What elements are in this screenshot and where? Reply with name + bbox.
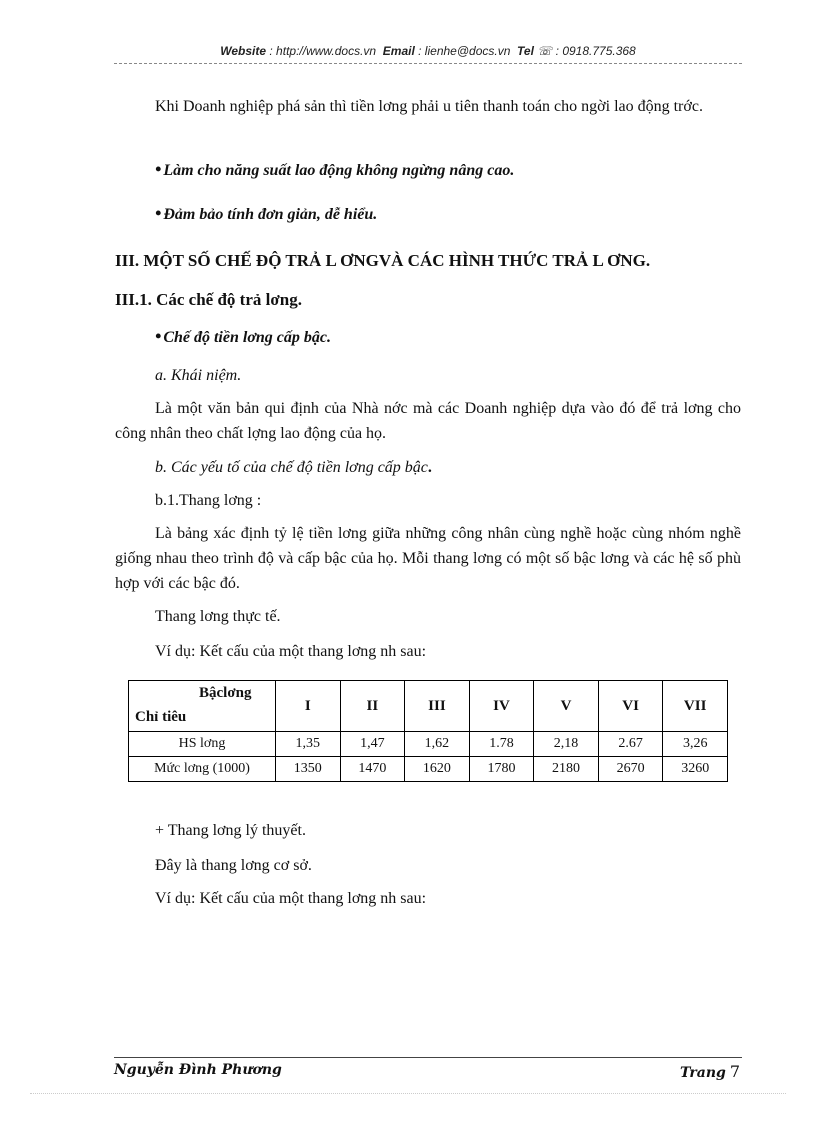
- page-header: [114, 44, 742, 58]
- grade-header: V: [534, 681, 599, 732]
- row-label: HS lơng: [129, 732, 276, 757]
- table-cell: 1350: [276, 757, 341, 782]
- table-cell: 1,47: [340, 732, 405, 757]
- page-label: Trang: [679, 1065, 726, 1081]
- table-cell: 3260: [663, 757, 728, 782]
- grade-header: VI: [598, 681, 663, 732]
- corner-bottom-label: Chỉ tiêu: [135, 709, 187, 725]
- table-cell: 1,62: [405, 732, 470, 757]
- table-cell: 1,35: [276, 732, 341, 757]
- phone-icon: ☏: [537, 44, 553, 58]
- bullet-item-3: [115, 324, 741, 350]
- row-label: Mức lơng (1000): [129, 757, 276, 782]
- table-cell: 1470: [340, 757, 405, 782]
- table-cell: 1.78: [469, 732, 534, 757]
- bullet-icon: •: [155, 159, 162, 179]
- paragraph-3: Là bảng xác định tỷ lệ tiền lơng giữa những công nhân cùng nghề hoặc cùng nhóm nghề giống nhau theo trình độ và cấp bậc của họ. Mỗi thang lơng có một số bậc lơng và các hệ số phù hợp với các bậc đó.: [115, 525, 741, 592]
- bullet-icon: •: [155, 326, 162, 346]
- table-cell: 3,26: [663, 732, 728, 757]
- grade-header: III: [405, 681, 470, 732]
- subheading-b-dot: .: [427, 459, 432, 476]
- bullet-text-1: Làm cho năng suất lao động không ngừng nâng cao.: [163, 162, 515, 179]
- paragraph-2: Là một văn bản qui định của Nhà nớc mà các Doanh nghiệp dựa vào đó để trả lơng cho công nhân theo chất lợng lao động của họ.: [115, 400, 741, 442]
- table-cell: 2180: [534, 757, 599, 782]
- grade-header: I: [276, 681, 341, 732]
- section-heading-iii-1: III.1. Các chế độ trả lơng.: [115, 290, 302, 309]
- header-divider: [114, 63, 742, 64]
- bullet-item-1: [115, 157, 741, 183]
- bullet-item-2: [115, 201, 741, 227]
- website-value: : http://www.docs.vn: [269, 44, 377, 58]
- table-cell: 2670: [598, 757, 663, 782]
- tel-value: : 0918.775.368: [555, 44, 636, 58]
- email-label: Email: [382, 44, 415, 58]
- table-header-row: [129, 681, 728, 732]
- grade-header: VII: [663, 681, 728, 732]
- email-value: : lienhe@docs.vn: [418, 44, 511, 58]
- paragraph-7: Đây là thang lơng cơ sở.: [155, 857, 312, 874]
- table-corner-cell: [129, 681, 276, 732]
- paragraph-8: Ví dụ: Kết cấu của một thang lơng nh sau:: [155, 890, 427, 907]
- corner-top-label: Bậclơng: [199, 685, 252, 701]
- footer-author: Nguyễn Đình Phương: [114, 1062, 282, 1078]
- table-row: [129, 757, 728, 782]
- bullet-text-2: Đảm bảo tính đơn giản, dễ hiểu.: [163, 206, 378, 223]
- website-label: Website: [220, 44, 267, 58]
- table-cell: 1780: [469, 757, 534, 782]
- grade-header: IV: [469, 681, 534, 732]
- subheading-b1: b.1.Thang lơng :: [155, 492, 262, 509]
- section-heading-iii: III. MỘT SỐ CHẾ ĐỘ TRẢ L ƠNGVÀ CÁC HÌNH THỨC TRẢ L ƠNG.: [115, 251, 651, 270]
- table-cell: 2.67: [598, 732, 663, 757]
- paragraph-6: + Thang lơng lý thuyết.: [155, 822, 306, 839]
- bullet-icon: •: [155, 203, 162, 223]
- wage-scale-table: [128, 680, 728, 782]
- tel-label: Tel: [517, 44, 534, 58]
- table-cell: 1620: [405, 757, 470, 782]
- subheading-b: [115, 455, 741, 480]
- grade-header: II: [340, 681, 405, 732]
- footer-divider: [114, 1057, 742, 1058]
- paragraph-1: Khi Doanh nghiệp phá sản thì tiền lơng phải u tiên thanh toán cho ngời lao động trớc.: [155, 98, 703, 115]
- footer-page: [680, 1062, 740, 1081]
- page-edge-divider: [30, 1093, 786, 1094]
- table-cell: 2,18: [534, 732, 599, 757]
- bullet-text-3: Chế độ tiền lơng cấp bậc.: [163, 329, 332, 346]
- page-number: 7: [729, 1062, 740, 1081]
- table-row: [129, 732, 728, 757]
- paragraph-5: Ví dụ: Kết cấu của một thang lơng nh sau:: [155, 643, 427, 660]
- paragraph-4: Thang lơng thực tế.: [155, 608, 281, 625]
- subheading-b-text: b. Các yếu tố của chế độ tiền lơng cấp bậc: [155, 459, 428, 476]
- subheading-a: a. Khái niệm.: [155, 367, 242, 384]
